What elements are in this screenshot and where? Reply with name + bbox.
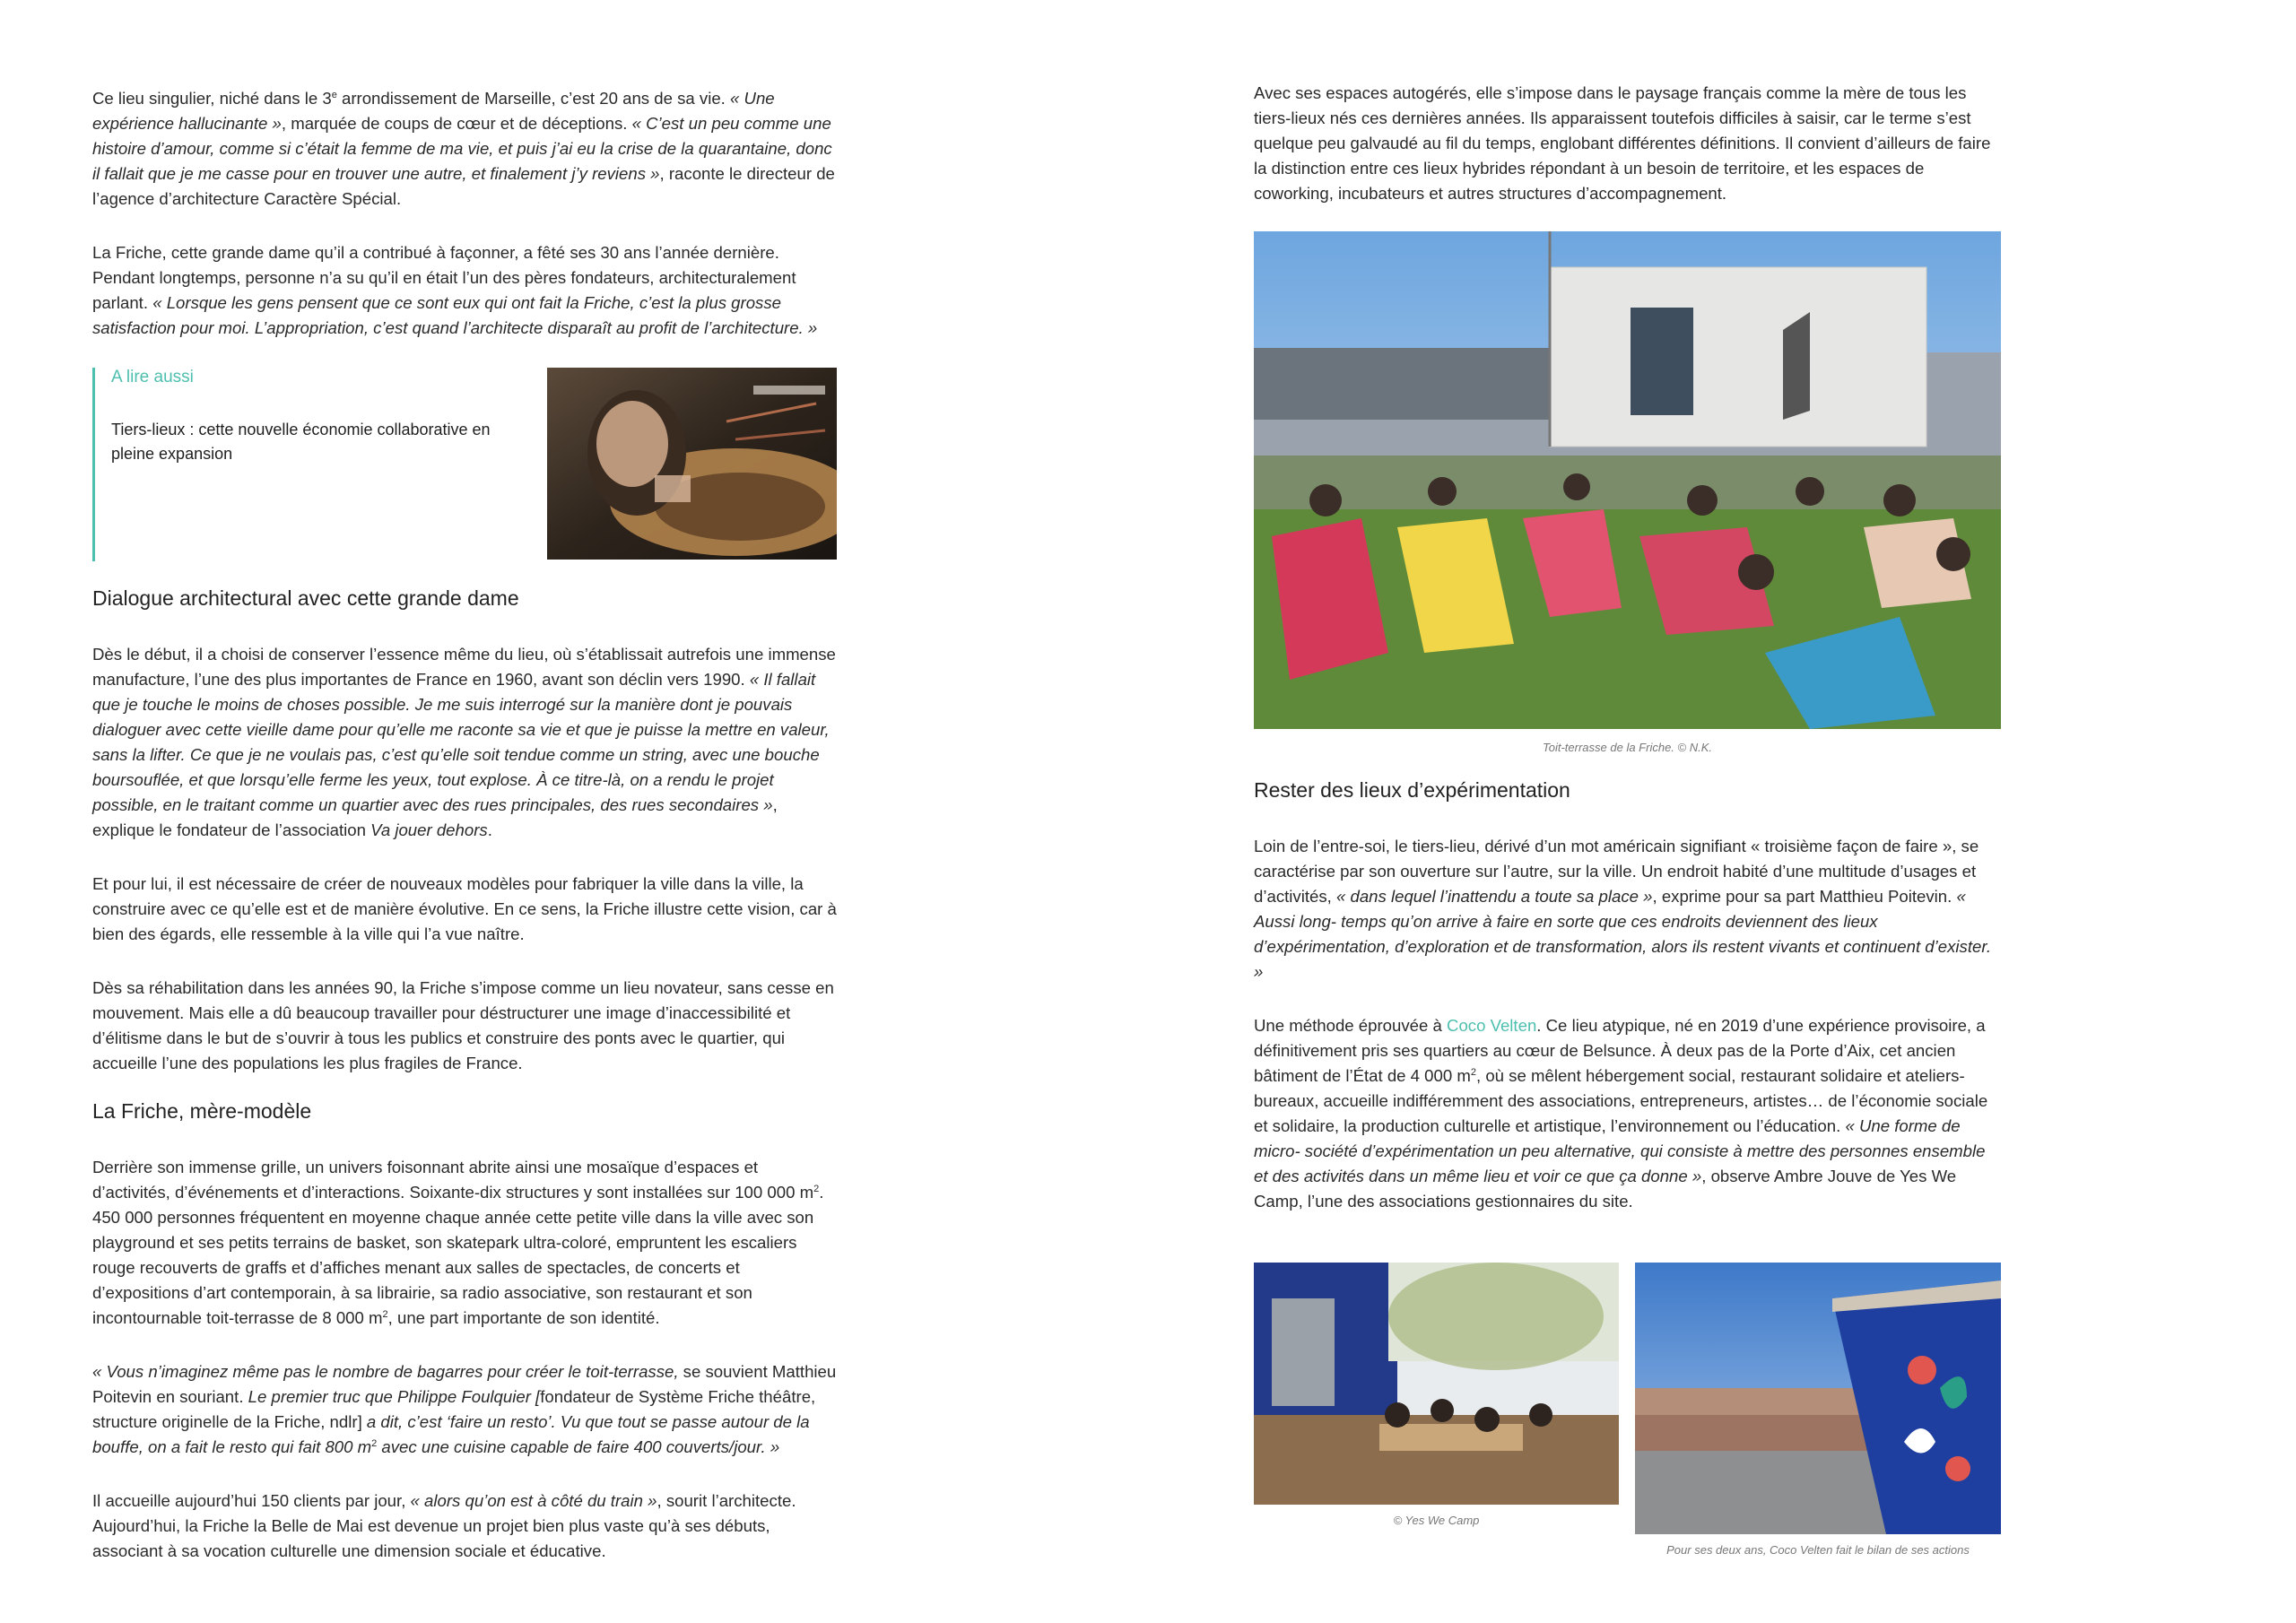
read-also-label: A lire aussi bbox=[111, 368, 194, 386]
paragraph: Avec ses espaces autogérés, elle s’impose dans le paysage français comme la mère de tous les tiers-lieux nés ces dernières années. Ils apparaissent toutefois difficiles à saisir, car le terme s’est quelque peu galvaudé au fil du temps, englobant différentes définitions. Il convient d’ailleurs de faire la distinction entre ces lieux hybrides répondant à un besoin de territoire, et les espaces de coworking, incubateurs et autres structures d’accompagnement. bbox=[1254, 83, 1991, 203]
read-also-thumbnail[interactable] bbox=[547, 368, 837, 560]
paragraph: Derrière son immense grille, un univers foisonnant abrite ainsi une mosaïque d’espaces et d’activités, d’événements et d’interactions. Soixante-dix structures y sont installées sur 100 000 $m^2$. 450 000 personnes fréquentent en moyenne chaque année cette petite ville dans la ville avec son playground et ses petits terrains de basket, son skatepark ultra-coloré, empruntent les escaliers rouge recouverts de graffs et d’affiches menant aux salles de spectacles, de concerts et d’expositions d’art contemporain, à sa librairie, sa radio associative, son restaurant et son incontournable toit-terrasse de 8 000 $m^2$, une part importante de son identité. bbox=[92, 1158, 824, 1327]
read-also-box[interactable] bbox=[92, 368, 837, 561]
right-column bbox=[1254, 81, 2000, 206]
paragraph: Une méthode éprouvée à Coco Velten. Ce lieu atypique, né en 2019 d’une expérience provisoire, a définitivement pris ses quartiers au cœur de Belsunce. À deux pas de la Porte d’Aix, cet ancien bâtiment de l’État de 4 000 $m^2$, où se mêlent hébergement social, restaurant solidaire et ateliers- bureaux, accueille indifféremment des associations, entrepreneurs, artistes… de l’économie sociale et solidaire, la production culturelle et artistique, l’environnement ou l’éducation. « Une forme de micro- société d’expérimentation un peu alternative, qui consiste à mettre des personnes ensemble et des activités dans un même lieu et voir ce que ça donne », observe Ambre Jouve de Yes We Camp, l’une des associations gestionnaires du site. bbox=[1254, 1016, 1988, 1211]
left-column bbox=[92, 86, 837, 1564]
paragraph: Loin de l’entre-soi, le tiers-lieu, dérivé d’un mot américain signifiant « troisième façon de faire », se caractérise par son ouverture sur l’autre, sur la ville. Un endroit habité d’une multitude d’usages et d’activités, « dans lequel l’inattendu a toute sa place », exprime pour sa part Matthieu Poitevin. « Aussi long- temps qu’on arrive à faire en sorte que ces endroits deviennent des lieux d’expérimentation, d’exploration et de transformation, alors ils restent vivants et continuent d’exister. » bbox=[1254, 837, 1991, 981]
rooftop-photo bbox=[1254, 231, 2001, 729]
paragraph: Et pour lui, il est nécessaire de créer de nouveaux modèles pour fabriquer la ville dans la ville, la construire avec ce qu’elle est et de manière évolutive. En ce sens, la Friche illustre cette vision, car à bien des égards, elle ressemble à la ville qui l’a vue naître. bbox=[92, 874, 837, 943]
read-also-link[interactable]: Tiers-lieux : cette nouvelle économie collaborative en pleine expansion bbox=[111, 421, 491, 463]
rooftop-view-photo bbox=[1635, 1263, 2001, 1534]
right-column-lower bbox=[1254, 777, 2000, 1214]
photo-caption: Pour ses deux ans, Coco Velten fait le bilan de ses actions bbox=[1666, 1543, 1970, 1557]
accent-bar bbox=[92, 368, 95, 561]
paragraph: Il accueille aujourd’hui 150 clients par jour, « alors qu’on est à côté du train », sourit l’architecte. Aujourd’hui, la Friche la Belle de Mai est devenue un projet bien plus vaste qu’à ses débuts, associant à sa vocation culturelle une dimension sociale et éducative. bbox=[92, 1491, 796, 1560]
paragraph: Dès sa réhabilitation dans les années 90, la Friche s’impose comme un lieu novateur, sans cesse en mouvement. Mais elle a dû beaucoup travailler pour déstructurer une image d’inaccessibilité et d’élitisme dans le but de s’ouvrir à tous les publics et construire des ponts avec le quartier, qui accueille l’une des populations les plus fragiles de France. bbox=[92, 978, 834, 1072]
paragraph: La Friche, cette grande dame qu’il a contribué à façonner, a fêté ses 30 ans l’année dernière. Pendant longtemps, personne n’a su qu’il en était l’un des pères fondateurs, architecturalement parlant. « Lorsque les gens pensent que ce sont eux qui ont fait la Friche, c’est la plus grosse satisfaction pour moi. L’appropriation, c’est quand l’architecte disparaît au profit de l’architecture. » bbox=[92, 243, 818, 337]
section-heading: La Friche, mère-modèle bbox=[92, 1099, 312, 1123]
paragraph: Ce lieu singulier, niché dans le 3e arrondissement de Marseille, c’est 20 ans de sa vie. « Une expérience hallucinante », marquée de coups de cœur et de déceptions. « C’est un peu comme une histoire d’amour, comme si c’était la femme de ma vie, et puis j’ai eu la crise de la quarantaine, donc il fallait que je me casse pour en trouver une autre, et finalement j’y reviens », raconte le directeur de l’agence d’architecture Caractère Spécial. bbox=[92, 89, 835, 208]
paragraph: « Vous n’imaginez même pas le nombre de bagarres pour créer le toit-terrasse, se souvient Matthieu Poitevin en souriant. Le premier truc que Philippe Foulquier [fondateur de Système Friche théâtre, structure originelle de la Friche, ndlr] a dit, c’est ‘faire un resto’. Vu que tout se passe autour de la bouffe, on a fait le resto qui fait 800 $m^2$ avec une cuisine capable de faire 400 couverts/jour. » bbox=[92, 1362, 837, 1456]
section-heading: Dialogue architectural avec cette grande dame bbox=[92, 586, 519, 610]
paragraph: Dès le début, il a choisi de conserver l’essence même du lieu, où s’établissait autrefois une immense manufacture, l’une des plus importantes de France en 1960, avant son déclin vers 1990. « Il fallait que je touche le moins de choses possible. Je me suis interrogé sur la manière dont je pouvais dialoguer avec cette vieille dame pour qu’elle me raconte sa vie et que je puisse la mettre en valeur, sans la lifter. Ce que je ne voulais pas, c’est qu’elle soit tendue comme un string, avec une bouche boursouflée, et que lorsqu’elle ferme les yeux, tout explose. À ce titre-là, on a rendu le projet possible, en le traitant comme un quartier avec des rues principales, des rues secondaires », explique le fondateur de l’association Va jouer dehors. bbox=[92, 645, 836, 839]
coco-velten-link[interactable]: Coco Velten bbox=[1447, 1016, 1537, 1035]
terrace-photo bbox=[1254, 1263, 1619, 1505]
section-heading: Rester des lieux d’expérimentation bbox=[1254, 778, 1570, 802]
photo-caption: © Yes We Camp bbox=[1393, 1514, 1480, 1527]
photo-caption: Toit-terrasse de la Friche. © N.K. bbox=[1543, 741, 1712, 754]
